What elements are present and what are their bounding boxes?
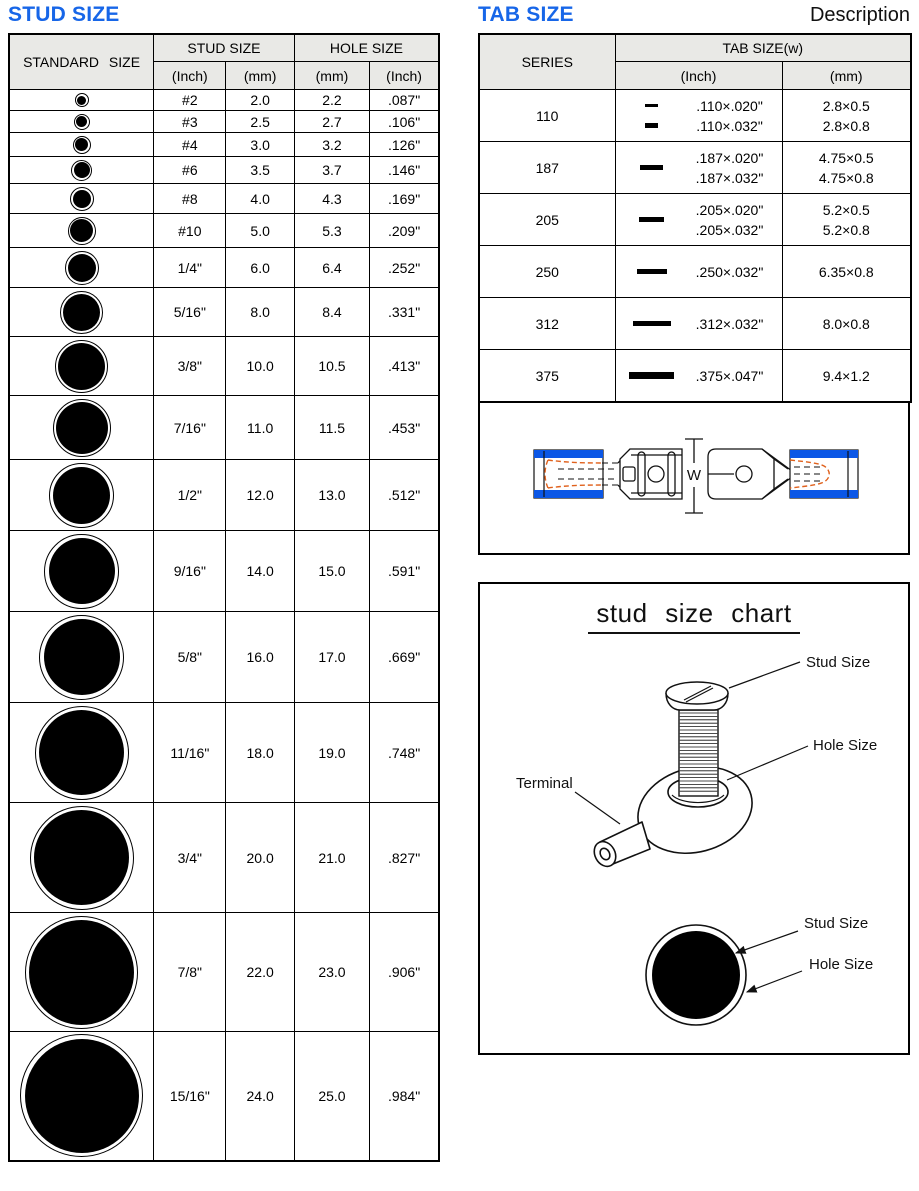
stud-table-row [9, 531, 439, 612]
standard-size-circle-cell [9, 184, 154, 214]
stud-size-circle [70, 219, 93, 242]
series-cell: 187 [479, 142, 615, 194]
terminal-label: Terminal [516, 775, 573, 792]
tab-width-bar-icon [645, 104, 658, 107]
stud-size-circle [53, 467, 110, 524]
hole-inch-cell: .413" [370, 337, 439, 396]
stud-size-chart-drawing [480, 640, 908, 1045]
col-header-stud-mm: (mm) [226, 62, 294, 90]
tab-width-bar-icon [645, 123, 658, 128]
col-header-hole-inch: (Inch) [370, 62, 439, 90]
terminal-connector-diagram [478, 403, 910, 555]
tab-inch-value: .375×.047" [695, 367, 764, 384]
tab-mm-value: 5.2×0.8 [822, 221, 870, 238]
tab-inch-value: .187×.020" [695, 149, 764, 166]
hole-size-circle [74, 114, 90, 130]
hole-mm-cell: 5.3 [294, 214, 369, 248]
col-header-stud-size: STUD SIZE [154, 34, 295, 62]
stud-table-row [9, 396, 439, 460]
stud-table-row [9, 90, 439, 111]
hole-mm-cell: 2.7 [294, 111, 369, 133]
tab-mm-cell [782, 246, 911, 298]
series-cell: 110 [479, 90, 615, 142]
hole-mm-cell: 11.5 [294, 396, 369, 460]
hole-inch-cell: .591" [370, 531, 439, 612]
stud-inch-cell: 3/4" [154, 803, 226, 913]
stud-size-disc [652, 931, 740, 1019]
stud-table-row [9, 288, 439, 337]
tab-mm-cell [782, 194, 911, 246]
stud-mm-cell: 14.0 [226, 531, 294, 612]
stud-table-row [9, 214, 439, 248]
hole-mm-cell: 21.0 [294, 803, 369, 913]
hole-mm-cell: 17.0 [294, 612, 369, 703]
tab-mm-value: 4.75×0.5 [818, 149, 874, 166]
hole-inch-cell: .984" [370, 1032, 439, 1161]
tab-width-bar-icon [637, 269, 667, 274]
stud-mm-cell: 12.0 [226, 460, 294, 531]
hole-size-circle [71, 160, 92, 181]
stud-inch-cell: 7/16" [154, 396, 226, 460]
standard-size-circle-cell [9, 337, 154, 396]
hole-mm-cell: 6.4 [294, 248, 369, 288]
tab-table-row [479, 246, 911, 298]
stud-size-circle [39, 710, 124, 795]
col-header-standard-size: STANDARD SIZE [9, 34, 154, 90]
stud-inch-cell: 11/16" [154, 703, 226, 803]
tab-size-section [478, 3, 910, 1055]
tab-inch-cell [615, 194, 782, 246]
stud-size-circle [25, 1039, 139, 1153]
tab-inch-value: .110×.032" [696, 117, 763, 134]
hole-mm-cell: 19.0 [294, 703, 369, 803]
stud-table-row [9, 111, 439, 133]
stud-size-title: STUD SIZE [8, 3, 120, 26]
hole-mm-cell: 4.3 [294, 184, 369, 214]
col-header-stud-inch: (Inch) [154, 62, 226, 90]
hole-mm-cell: 2.2 [294, 90, 369, 111]
tab-inch-value: .250×.032" [695, 263, 764, 280]
hole-mm-cell: 10.5 [294, 337, 369, 396]
tab-size-title: TAB SIZE [478, 3, 574, 26]
hole-inch-cell: .331" [370, 288, 439, 337]
female-terminal-drawing [534, 449, 682, 499]
hole-size-circle [75, 93, 89, 107]
stud-mm-cell: 6.0 [226, 248, 294, 288]
stud-mm-cell: 4.0 [226, 184, 294, 214]
series-cell: 250 [479, 246, 615, 298]
stud-size-chart-panel [478, 582, 910, 1055]
standard-size-circle-cell [9, 90, 154, 111]
description-label: Description [809, 4, 910, 26]
stud-size-section [8, 3, 440, 1162]
stud-mm-cell: 10.0 [226, 337, 294, 396]
dimension-w-label: W [686, 467, 702, 484]
hole-size-circle [53, 399, 111, 457]
stud-inch-cell: 15/16" [154, 1032, 226, 1161]
tab-size-table [478, 33, 912, 403]
col-header-tab-inch: (Inch) [615, 62, 782, 90]
tab-mm-value: 2.8×0.5 [822, 97, 870, 114]
hole-size-circle [55, 340, 108, 393]
ring-terminal-drawing [590, 754, 762, 870]
stud-size-circle [74, 162, 90, 178]
hole-size-circle [44, 534, 119, 609]
col-header-series: SERIES [479, 34, 615, 90]
stud-size-circle [58, 343, 105, 390]
stud-table-row [9, 133, 439, 157]
screw-head-drawing [666, 682, 728, 710]
stud-table-row [9, 1032, 439, 1161]
stud-mm-cell: 18.0 [226, 703, 294, 803]
tab-mm-cell [782, 350, 911, 403]
stud-size-circle [73, 190, 91, 208]
stud-inch-cell: 7/8" [154, 913, 226, 1032]
tab-mm-value: 6.35×0.8 [818, 263, 874, 280]
tab-table-row [479, 90, 911, 142]
connector-diagram-drawing [480, 403, 908, 553]
standard-size-circle-cell [9, 133, 154, 157]
hole-mm-cell: 3.7 [294, 157, 369, 184]
tab-mm-cell [782, 90, 911, 142]
standard-size-circle-cell [9, 803, 154, 913]
stud-mm-cell: 3.0 [226, 133, 294, 157]
stud-size-circle [56, 402, 108, 454]
hole-size-circle [20, 1034, 143, 1157]
stud-mm-cell: 3.5 [226, 157, 294, 184]
stud-size-circle [76, 116, 87, 127]
hole-inch-cell: .906" [370, 913, 439, 1032]
hole-mm-cell: 3.2 [294, 133, 369, 157]
stud-table-row [9, 184, 439, 214]
stud-inch-cell: 3/8" [154, 337, 226, 396]
hole-inch-cell: .087" [370, 90, 439, 111]
tab-mm-cell [782, 298, 911, 350]
tab-width-bar-icon [633, 321, 671, 326]
stud-inch-cell: 5/8" [154, 612, 226, 703]
standard-size-circle-cell [9, 157, 154, 184]
stud-size-circle [75, 138, 88, 151]
tab-inch-cell [615, 298, 782, 350]
stud-table-row [9, 460, 439, 531]
stud-mm-cell: 2.0 [226, 90, 294, 111]
hole-inch-cell: .512" [370, 460, 439, 531]
hole-size-circle [49, 463, 114, 528]
stud-inch-cell: #2 [154, 90, 226, 111]
hole-inch-cell: .748" [370, 703, 439, 803]
stud-table-row [9, 248, 439, 288]
series-cell: 375 [479, 350, 615, 403]
standard-size-circle-cell [9, 288, 154, 337]
tab-table-row [479, 194, 911, 246]
stud-mm-cell: 8.0 [226, 288, 294, 337]
tab-mm-value: 9.4×1.2 [822, 367, 870, 384]
hole-mm-cell: 23.0 [294, 913, 369, 1032]
tab-mm-value: 8.0×0.8 [822, 315, 870, 332]
stud-inch-cell: #8 [154, 184, 226, 214]
stud-size-table [8, 33, 440, 1162]
hole-size-circle [68, 217, 96, 245]
standard-size-circle-cell [9, 396, 154, 460]
stud-inch-cell: #4 [154, 133, 226, 157]
stud-mm-cell: 16.0 [226, 612, 294, 703]
tab-inch-value: .205×.032" [695, 221, 764, 238]
hole-inch-cell: .252" [370, 248, 439, 288]
series-cell: 205 [479, 194, 615, 246]
hole-size-circle [73, 136, 91, 154]
hole-inch-cell: .106" [370, 111, 439, 133]
stud-table-row [9, 612, 439, 703]
tab-width-bar-icon [640, 165, 663, 170]
tab-inch-value: .312×.032" [695, 315, 764, 332]
tab-inch-cell [615, 90, 782, 142]
col-header-hole-size: HOLE SIZE [294, 34, 439, 62]
male-terminal-drawing [708, 449, 858, 499]
standard-size-circle-cell [9, 531, 154, 612]
col-header-hole-mm: (mm) [294, 62, 369, 90]
tab-inch-cell [615, 142, 782, 194]
stud-inch-cell: #10 [154, 214, 226, 248]
tab-inch-value: .110×.020" [696, 97, 763, 114]
hole-inch-cell: .146" [370, 157, 439, 184]
hole-size-circle [39, 615, 124, 700]
stud-mm-cell: 20.0 [226, 803, 294, 913]
tab-mm-value: 2.8×0.8 [822, 117, 870, 134]
stud-table-row [9, 703, 439, 803]
tab-mm-value: 4.75×0.8 [818, 169, 874, 186]
hole-inch-cell: .453" [370, 396, 439, 460]
hole-mm-cell: 15.0 [294, 531, 369, 612]
hole-mm-cell: 8.4 [294, 288, 369, 337]
hole-size-circle [35, 706, 129, 800]
stud-size-circle [29, 920, 134, 1025]
tab-inch-cell [615, 246, 782, 298]
hole-size-circle [30, 806, 134, 910]
hole-inch-cell: .827" [370, 803, 439, 913]
standard-size-circle-cell [9, 612, 154, 703]
standard-size-circle-cell [9, 111, 154, 133]
tab-inch-cell [615, 350, 782, 403]
standard-size-circle-cell [9, 703, 154, 803]
stud-size-circle [49, 538, 115, 604]
stud-table-row [9, 337, 439, 396]
hole-size-circle [70, 187, 94, 211]
stud-mm-cell: 11.0 [226, 396, 294, 460]
tab-table-row [479, 350, 911, 403]
standard-size-circle-cell [9, 913, 154, 1032]
stud-table-row [9, 157, 439, 184]
col-header-tab-mm: (mm) [782, 62, 911, 90]
stud-inch-cell: #6 [154, 157, 226, 184]
screw-shaft-drawing [672, 710, 724, 803]
stud-size-circle [34, 810, 129, 905]
standard-size-circle-cell [9, 248, 154, 288]
tab-mm-cell [782, 142, 911, 194]
tab-mm-value: 5.2×0.5 [822, 201, 870, 218]
stud-size-circle [44, 619, 120, 695]
stud-mm-cell: 24.0 [226, 1032, 294, 1161]
hole-size-label: Hole Size [813, 737, 878, 754]
stud-size-circle [77, 96, 86, 105]
hole-inch-cell: .669" [370, 612, 439, 703]
stud-mm-cell: 5.0 [226, 214, 294, 248]
hole-size-circle [60, 291, 103, 334]
stud-table-row [9, 803, 439, 913]
stud-size-chart-title-row [480, 598, 908, 638]
stud-size-chart-title: stud size chart [588, 598, 799, 634]
col-header-tab-size: TAB SIZE(w) [615, 34, 911, 62]
tab-size-box [478, 33, 910, 555]
hole-size-circle [25, 916, 138, 1029]
stud-size-circle [68, 254, 96, 282]
stud-table-row [9, 913, 439, 1032]
tab-width-bar-icon [629, 372, 674, 379]
tab-inch-value: .187×.032" [695, 169, 764, 186]
hole-mm-cell: 25.0 [294, 1032, 369, 1161]
right-column-header [478, 3, 910, 27]
stud-size-label: Stud Size [806, 654, 871, 671]
tab-inch-value: .205×.020" [695, 201, 764, 218]
circle-hole-size-label: Hole Size [809, 956, 874, 973]
stud-mm-cell: 2.5 [226, 111, 294, 133]
tab-width-bar-icon [639, 217, 664, 222]
hole-size-circle [65, 251, 99, 285]
standard-size-circle-cell [9, 460, 154, 531]
hole-inch-cell: .169" [370, 184, 439, 214]
stud-inch-cell: 9/16" [154, 531, 226, 612]
stud-inch-cell: 1/4" [154, 248, 226, 288]
stud-size-circle [63, 294, 100, 331]
hole-inch-cell: .209" [370, 214, 439, 248]
tab-table-row [479, 142, 911, 194]
hole-mm-cell: 13.0 [294, 460, 369, 531]
standard-size-circle-cell [9, 214, 154, 248]
series-cell: 312 [479, 298, 615, 350]
stud-inch-cell: #3 [154, 111, 226, 133]
stud-hole-circle-legend [646, 915, 873, 1025]
tab-table-row [479, 298, 911, 350]
standard-size-circle-cell [9, 1032, 154, 1161]
stud-inch-cell: 5/16" [154, 288, 226, 337]
circle-stud-size-label: Stud Size [804, 915, 869, 932]
stud-inch-cell: 1/2" [154, 460, 226, 531]
stud-mm-cell: 22.0 [226, 913, 294, 1032]
hole-inch-cell: .126" [370, 133, 439, 157]
